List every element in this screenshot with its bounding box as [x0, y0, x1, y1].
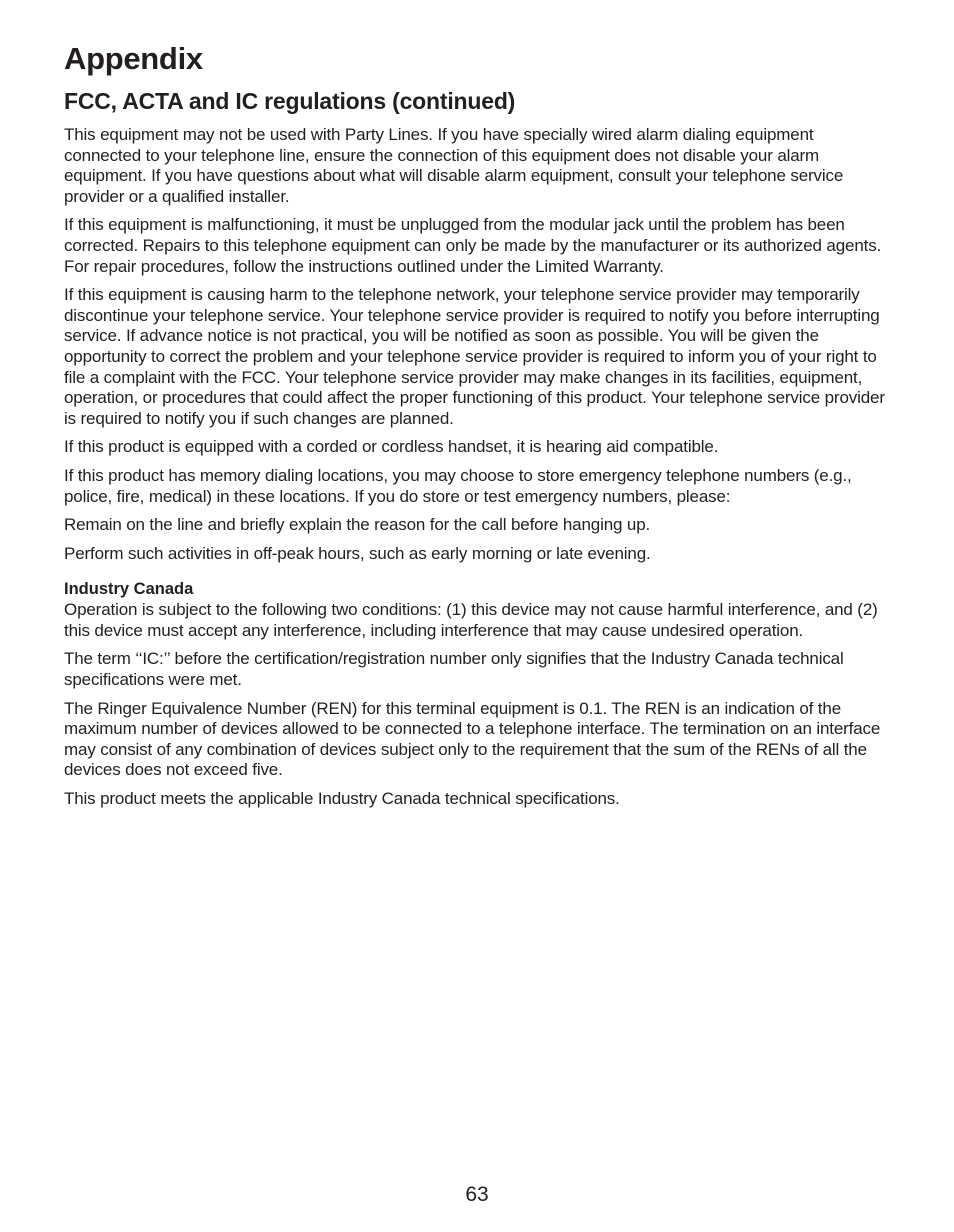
- specifications-paragraph: This product meets the applicable Industry Canada technical specifications.: [64, 789, 620, 809]
- industry-canada-section: [64, 579, 890, 809]
- hearing-aid-paragraph: If this product is equipped with a corded or cordless handset, it is hearing aid compatible.: [64, 437, 719, 457]
- party-lines-paragraph: This equipment may not be used with Party Lines. If you have specially wired alarm dialing equipment connected to your telephone line, ensure the connection of this equipment does not disable your alarm equipment. If you have questions about what will disable alarm equipment, consult your telephone service provider or a qualified installer.: [64, 125, 844, 206]
- malfunction-paragraph: If this equipment is malfunctioning, it must be unplugged from the modular jack until the problem has been corrected. Repairs to this telephone equipment can only be made by the manufacturer or its authorized agents. For repair procedures, follow the instructions outlined under the Limited Warranty.: [64, 215, 882, 276]
- off-peak-paragraph: Perform such activities in off-peak hours, such as early morning or late evening.: [64, 543, 651, 563]
- operation-conditions-paragraph: Operation is subject to the following two conditions: (1) this device may not cause harmful interference, and (2) this device must accept any interference, including interference that may cause undesired operation.: [64, 600, 878, 640]
- remain-on-line-paragraph: Remain on the line and briefly explain the reason for the call before hanging up.: [64, 515, 651, 535]
- fcc-section: [64, 125, 890, 564]
- industry-canada-heading: Industry Canada: [64, 580, 194, 599]
- chapter-title: Appendix: [64, 41, 203, 76]
- section-title: FCC, ACTA and IC regulations (continued): [64, 88, 516, 114]
- page-number: 63: [465, 1183, 489, 1206]
- emergency-numbers-paragraph: If this product has memory dialing locations, you may choose to store emergency telephone numbers (e.g., police, fire, medical) in these locations. If you do store or test emergency numbers, please:: [64, 465, 852, 506]
- network-harm-paragraph: If this equipment is causing harm to the telephone network, your telephone service provider may temporarily discontinue your telephone service. Your telephone service provider is required to notify you before interrupting service. If advance notice is not practical, you will be notified as soon as possible. You will be given the opportunity to correct the problem and your telephone service provider is required to inform you of your right to file a complaint with the FCC. Your telephone service provider may make changes in its facilities, equipment, operation, or procedures that could affect the proper functioning of this product. Your telephone service provider is required to notify you if such changes are planned.: [64, 285, 885, 428]
- ren-paragraph: The Ringer Equivalence Number (REN) for this terminal equipment is 0.1. The REN is an indication of the maximum number of devices allowed to be connected to a telephone interface. The termination on an interface may consist of any combination of devices subject only to the requirement that the sum of the RENs of all the devices does not exceed five.: [64, 698, 881, 780]
- ic-term-paragraph: The term ‘‘IC:’’ before the certification/registration number only signifies that the Industry Canada technical specifications were met.: [64, 649, 844, 690]
- page-content: [64, 38, 890, 818]
